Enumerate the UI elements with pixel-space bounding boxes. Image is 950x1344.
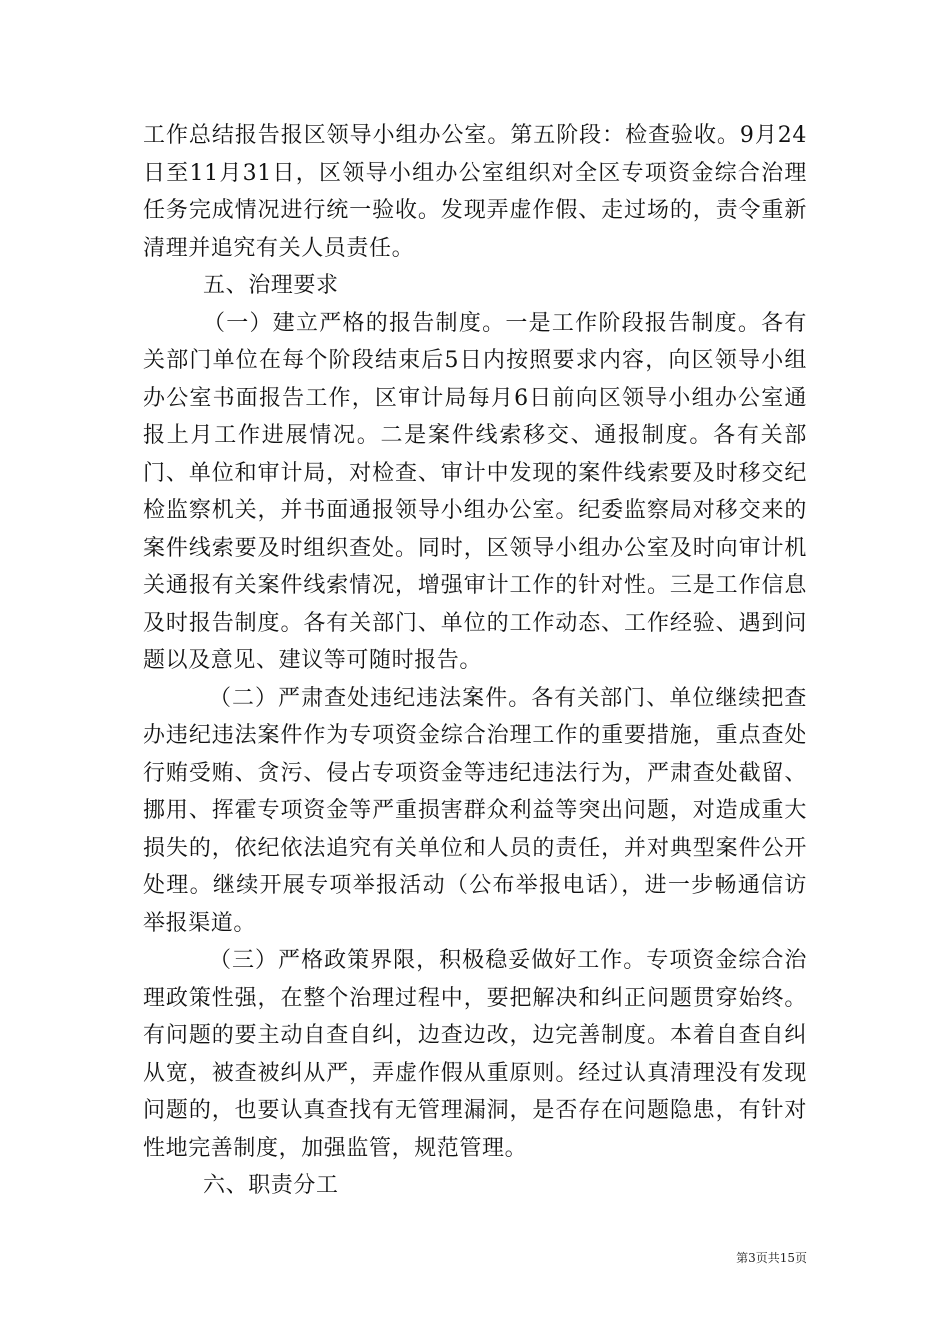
paragraph-investigate-cases: （二）严肃查处违纪违法案件。各有关部门、单位继续把查办违纪违法案件作为专项资金综合治理工作的重要措施，重点查处行贿受贿、贪污、侵占专项资金等违纪违法行为，严肃查处截留、挪用、挥霍专项资金等严重损害群众利益等突出问题，对造成重大损失的，依纪依法追究有关单位和人员的责任，并对典型案件公开处理。继续开展专项举报活动（公布举报电话），进一步畅通信访举报渠道。 <box>143 685 807 936</box>
section-heading-responsibilities: 六、职责分工 <box>203 1173 339 1198</box>
paragraph-reporting-system: （一）建立严格的报告制度。一是工作阶段报告制度。各有关部门单位在每个阶段结束后5日内按照要求内容，向区领导小组办公室书面报告工作，区审计局每月6日前向区领导小组办公室通报上月工作进展情况。二是案件线索移交、通报制度。各有关部门、单位和审计局，对检查、审计中发现的案件线索要及时移交纪检监察机关，并书面通报领导小组办公室。纪委监察局对移交来的案件线索要及时组织查处。同时，区领导小组办公室及时向审计机关通报有关案件线索情况，增强审计工作的针对性。三是工作信息及时报告制度。各有关部门、单位的工作动态、工作经验、遇到问题以及意见、建议等可随时报告。 <box>143 310 807 673</box>
paragraph-policy-boundaries: （三）严格政策界限，积极稳妥做好工作。专项资金综合治理政策性强，在整个治理过程中，要把解决和纠正问题贯穿始终。有问题的要主动自查自纠，边查边改，边完善制度。本着自查自纠从宽，被查被纠从严，弄虚作假从重原则。经过认真清理没有发现问题的，也要认真查找有无管理漏洞，是否存在问题隐患，有针对性地完善制度，加强监管，规范管理。 <box>143 948 807 1161</box>
paragraph-stage-five-continued: 工作总结报告报区领导小组办公室。第五阶段：检查验收。9月24日至11月31日，区领导小组办公室组织对全区专项资金综合治理任务完成情况进行统一验收。发现弄虚作假、走过场的，责令重新清理并追究有关人员责任。 <box>143 123 807 261</box>
page-number: 第3页共15页 <box>736 1251 807 1265</box>
document-body <box>143 117 807 1205</box>
section-heading-governance-requirements: 五、治理要求 <box>203 273 339 298</box>
